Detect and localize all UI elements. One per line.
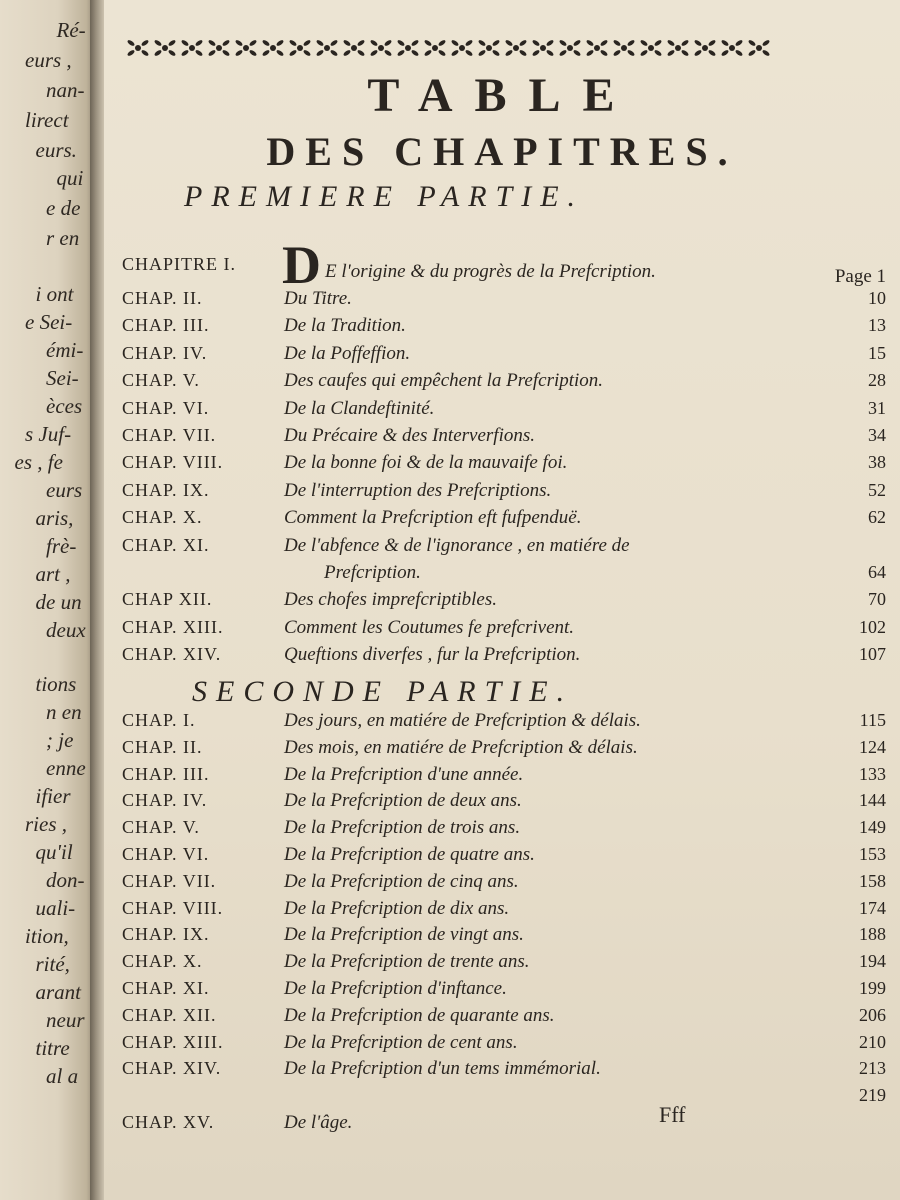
chapter-label: CHAP. VI. [122,844,210,864]
page-label: Page 1 [834,266,886,287]
left-page-text-line: eurs. [35,138,77,162]
fleuron-ornament [127,39,150,57]
chapter-row [104,589,900,615]
fleuron-ornament [370,39,393,57]
page-number: 13 [868,315,886,336]
chapter-title: De l'âge. [284,1112,353,1133]
left-page-text-line: lirect [25,108,69,132]
page-number: 102 [859,616,886,637]
left-page-text-line: arant [35,980,82,1004]
chapter-title: De la bonne foi & de la mauvaife foi. [284,452,568,474]
chapter-row [104,343,900,369]
fleuron-ornament [748,39,771,57]
chapter-label: CHAP. III. [122,315,210,336]
left-page-text-line: r en [46,226,80,250]
chapter-label: CHAP. XI. [122,978,210,998]
chapter-row [104,737,900,763]
chapter-row [104,1085,900,1111]
chapter-label: CHAP. VI. [122,397,210,418]
chapter-title: Des jours, en matiére de Prefcription & délais. [284,710,641,731]
left-page-text-line: ifier [35,784,71,808]
chapter-row [104,898,900,924]
fleuron-ornament [397,39,420,57]
chapter-label: CHAP. VIII. [122,452,224,473]
chapter-label: CHAP. II. [122,288,203,308]
chapter-title: De la Prefcription d'inftance. [284,978,507,999]
chapter-row [104,817,900,843]
page-number: 194 [859,951,886,972]
chapter-title: Des mois, en matiére de Prefcription & délais. [284,736,638,758]
chapter-label: CHAP. XIII. [122,616,224,637]
chapter-label: CHAP. XI. [122,534,210,555]
page-number: 64 [868,562,886,582]
fleuron-ornament [559,39,582,57]
chapter-title: De la Prefcription de vingt ans. [284,924,524,946]
chapter-title: De la Clandeftinité. [284,397,435,419]
part-one-title: PREMIERE PARTIE. [184,180,585,213]
chapter-row [104,370,900,396]
left-page-text-line: neur [46,1008,85,1032]
left-page-text-line: qui [56,166,84,190]
chapter-row [104,951,900,977]
chapter-label: CHAP. X. [122,951,203,972]
page-number: 174 [859,897,886,918]
fleuron-ornament [505,39,528,57]
page-number: 124 [859,736,886,757]
chapter-label: CHAP. XIV. [122,644,222,665]
page-number: 188 [859,924,886,945]
drop-capital: D [282,235,321,295]
fleuron-ornament [343,39,366,57]
chapter-label: CHAP. I. [122,710,196,730]
chapter-label: CHAP XII. [122,589,213,610]
page-number: 52 [868,479,886,500]
chapter-row [104,535,900,561]
fleuron-ornament [154,39,177,57]
chapter-row [104,1112,900,1138]
chapter-label: CHAP. VII. [122,870,217,891]
chapter-label: CHAP. VIII. [122,897,224,918]
fleuron-ornament [478,39,501,57]
chapter-title: De la Prefcription de cent ans. [284,1031,518,1053]
chapter-row [104,871,900,897]
chapter-row [104,452,900,478]
chapter-title: Du Titre. [284,288,352,309]
page-number: 206 [859,1004,886,1025]
signature-mark: Fff [659,1102,686,1127]
left-page-text-line: ition, [25,924,69,948]
chapter-label: CHAPITRE I. [122,254,236,274]
chapter-title: Du Précaire & des Interverfions. [284,425,535,446]
chapter-row [104,617,900,643]
left-page-text-line: aris, [35,506,74,530]
left-page-text-line: al a [46,1064,79,1088]
left-page-text-line: Sei- [46,366,79,390]
page-number: 34 [868,425,886,445]
page-number: 153 [859,844,886,864]
left-page-text-line: rité, [35,952,70,976]
chapter-row [104,1058,900,1084]
chapter-title: Des caufes qui empêchent la Prefcription. [284,370,604,392]
left-page-text-line: titre [35,1036,70,1060]
ornament-band [124,30,774,70]
left-page-text-line: qu'il [35,840,73,864]
chapter-title-text: E l'origine & du progrès de la Prefcription. [325,261,656,282]
chapter-title: De la Tradition. [284,315,406,337]
fleuron-ornament [640,39,663,57]
fleuron-ornament [721,39,744,57]
chapter-row [104,288,900,314]
chapter-row [104,924,900,950]
chapter-label: CHAP. X. [122,507,203,528]
left-page-text-line: e Sei- [25,310,73,334]
chapter-title: Comment les Coutumes fe prefcrivent. [284,616,575,638]
page-number: 38 [868,452,886,473]
table-heading: TABLE [367,69,637,122]
left-page-text-line: uali- [35,896,76,920]
chapter-title: De la Prefcription de trois ans. [284,817,521,839]
chapter-title: De la Prefcription d'un tems immémorial. [284,1058,601,1080]
page-number: 107 [859,644,886,665]
page-number: 133 [859,763,886,784]
chapter-title: Comment la Prefcription eft fufpenduë. [284,507,582,529]
left-page-text-line: tions [35,672,77,696]
chapter-row [104,398,900,424]
left-page-text-line: deux [46,618,86,642]
page-number: 149 [859,817,886,838]
chapter-row [104,978,900,1004]
fleuron-ornament [451,39,474,57]
left-page-text-line: eurs [46,478,83,502]
chapters-heading: DES CHAPITRES. [266,129,738,174]
page-number: 158 [859,870,886,891]
chapter-row [104,790,900,816]
fleuron-ornament [694,39,717,57]
chapter-row [104,844,900,870]
chapter-label: CHAP. II. [122,736,203,757]
chapter-label: CHAP. IX. [122,479,210,500]
chapter-row [104,480,900,506]
left-page-text-line: eurs , [25,48,72,72]
fleuron-ornament [181,39,204,57]
left-page-text-line: Ré- [56,18,86,42]
page-number: 31 [868,397,886,418]
page-number: 70 [868,589,886,610]
chapter-title: De la Prefcription d'une année. [284,763,524,785]
chapter-label: CHAP. IX. [122,924,210,945]
chapter-title: Prefcription. [324,562,421,583]
fleuron-ornament [316,39,339,57]
fleuron-ornament [667,39,690,57]
chapter-row [104,315,900,341]
chapter-label: CHAP. V. [122,370,200,391]
chapter-label: CHAP. VII. [122,425,217,445]
fleuron-ornament [262,39,285,57]
left-page-text-line: nan- [46,78,85,102]
left-page-text-line: n en [46,700,82,724]
chapter-label: CHAP. XV. [122,1112,215,1132]
page-number: 219 [859,1085,886,1106]
chapter-row [104,1005,900,1031]
chapter-label: CHAP. XIV. [122,1058,222,1079]
chapter-title: De la Prefcription de quatre ans. [284,844,535,865]
fleuron-ornament [289,39,312,57]
chapter-label: CHAP. V. [122,817,200,838]
page-number: 199 [859,978,886,998]
left-page-text-line: i ont [35,282,74,306]
left-page-text-line: ; je [46,728,74,752]
chapter-row [104,507,900,533]
page-number: 144 [859,790,886,811]
page-number: 213 [859,1058,886,1079]
chapter-title: De la Prefcription de cinq ans. [284,870,519,892]
left-page-text-line: e de [46,196,81,220]
left-page [0,0,96,1200]
left-page-text-line: enne [46,756,86,780]
chapter-title: De la Prefcription de quarante ans. [284,1004,555,1026]
chapter-row [104,644,900,670]
main-page [104,0,900,1200]
chapter-title: De la Prefcription de dix ans. [284,897,510,919]
left-page-text-line: don- [46,868,85,892]
left-page-text-line: émi- [46,338,84,362]
chapter-title: De l'interruption des Prefcriptions. [284,479,552,501]
page-number: 28 [868,370,886,391]
left-page-text-line: es , fe [14,450,63,474]
fleuron-ornament [532,39,555,57]
page-number: 115 [859,710,886,730]
page-number: 15 [868,342,886,363]
part-two-title: SECONDE PARTIE. [192,675,574,708]
left-page-text-line: de un [35,590,82,614]
page-number: 210 [859,1031,886,1052]
chapter-title: De l'abfence & de l'ignorance , en matiére de [284,534,630,556]
fleuron-ornament [586,39,609,57]
chapter-title: De la Prefcription de trente ans. [284,951,530,973]
chapter-title: De la Poffeffion. [284,342,411,364]
left-page-text-line: ries , [25,812,67,836]
fleuron-ornament [235,39,258,57]
chapter-row [104,425,900,451]
chapter-title: Queftions diverfes , fur la Prefcription. [284,644,581,666]
chapter-label: CHAP. IV. [122,790,208,811]
left-page-text-line: èces [46,394,83,418]
page-number: 62 [868,507,886,528]
fleuron-ornament [208,39,231,57]
fleuron-ornament [613,39,636,57]
chapter-title: Des chofes imprefcriptibles. [284,589,498,611]
chapter-row [104,1032,900,1058]
left-page-text-line: s Juf- [25,422,72,446]
chapter-label: CHAP. IV. [122,342,208,363]
chapter-row [104,710,900,736]
page-number: 10 [868,288,886,308]
left-page-text-line: art , [35,562,71,586]
left-page-text-line: frè- [46,534,77,558]
chapter-label: CHAP. XIII. [122,1031,224,1052]
chapter-row [104,764,900,790]
fleuron-ornament [424,39,447,57]
chapter-label: CHAP. XII. [122,1004,217,1025]
chapter-title: De la Prefcription de deux ans. [284,790,522,812]
chapter-row [104,562,900,588]
chapter-label: CHAP. III. [122,763,210,784]
